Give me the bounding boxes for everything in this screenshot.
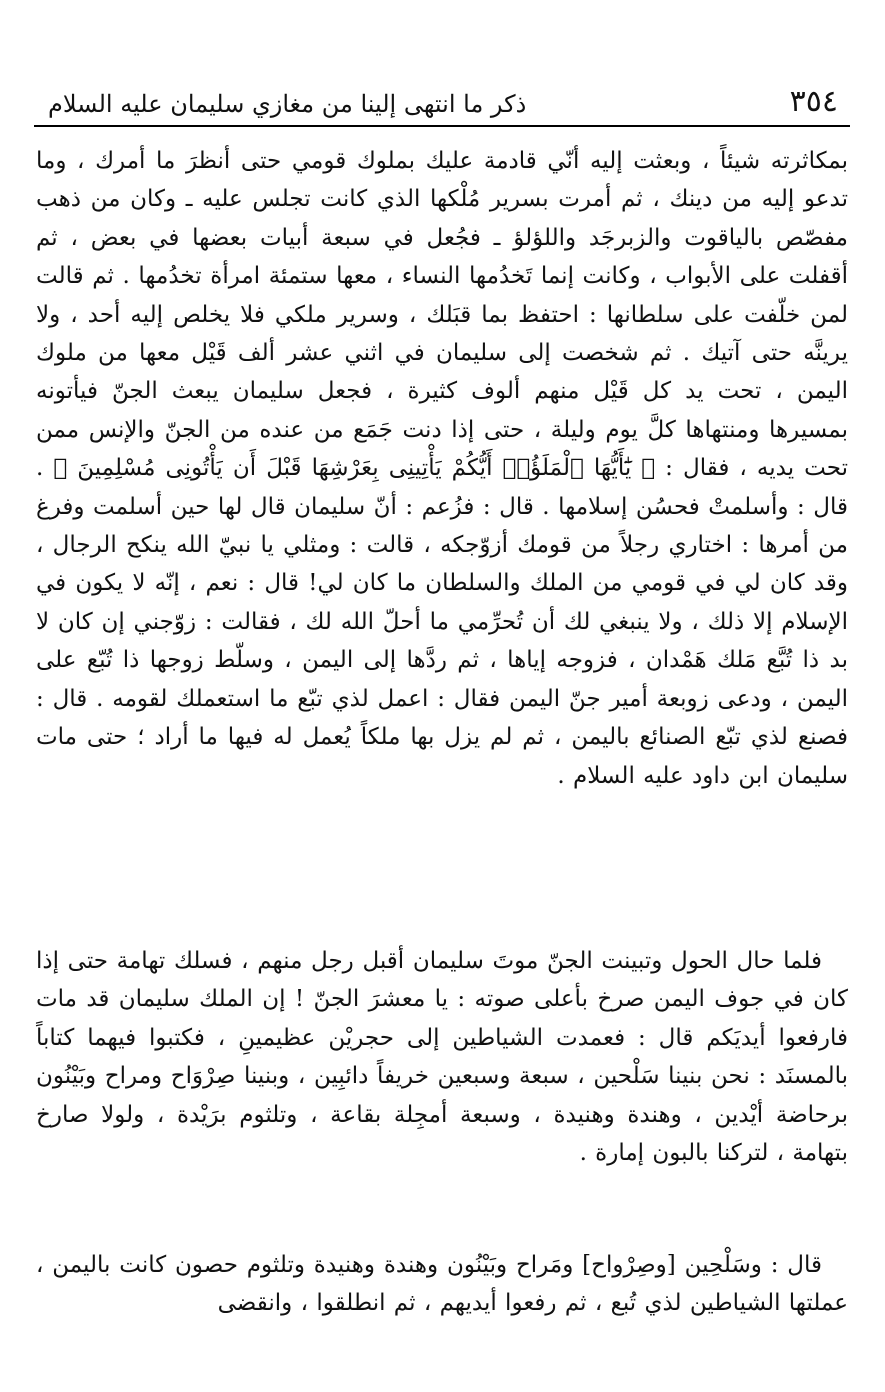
paragraph-1: بمكاثرته شيئاً ، وبعثت إليه أنّي قادمة عليك بملوك قومي حتى أنظرَ ما أمرك ، وما تدعو إليه من دينك ، ثم أمرت بسرير مُلْكها الذي كانت تجلس عليه ـ وكان من ذهب مفصّص بالياقوت والزبرجَد واللؤلؤ ـ فجُعل في سبعة أبيات بعضها في بعض ، ثم أقفلت على الأبواب ، وكانت إنما تَخدُمها النساء ، معها ستمئة امرأة تخدُمها . ثم قالت لمن خلّفت على سلطانها : احتفظ بما قبَلك ، وسرير ملكي فلا يخلص إليه أحد ، ولا يرينَّه حتى آتيك . ثم شخصت إلى سليمان في اثني عشر ألف قَيْل معها من ملوك اليمن ، تحت يد كل قَيْل منهم ألوف كثيرة ، فجعل سليمان يبعث الجنّ فيأتونه بمسيرها ومنتهاها كلَّ يوم وليلة ، حتى إذا دنت جَمَع من عنده من الجنّ والإنس ممن تحت يديه ، فقال : ﴿ يَٰٓأَيُّهَا ٱلْمَلَؤُا۟ أَيُّكُمْ يَأْتِينِى بِعَرْشِهَا قَبْلَ أَن يَأْتُونِى مُسْلِمِينَ ﴾ . قال : وأسلمتْ فحسُن إسلامها . قال : فزُعم : أنّ سليمان قال لها حين أسلمت وفرغ من أمرها : اختاري رجلاً من قومك أزوّجكه ، قالت : ومثلي يا نبيّ الله ينكح الرجال ، وقد كان لي في قومي من الملك والسلطان ما كان لي! قال : نعم ، إنّه لا يكون في الإسلام إلا ذلك ، ولا ينبغي لك أن تُحرِّمي ما أحلّ الله لك ، فقالت : زوّجني إن كان لا بد ذا تُبَّع مَلك هَمْدان ، فزوجه إياها ، ثم ردَّها إلى اليمن ، وسلّط زوجها ذا تُبّع على اليمن ، ودعى زوبعة أمير جنّ اليمن فقال : اعمل لذي تبّع ما استعملك لقومه . قال : فصنع لذي تبّع الصنائع باليمن ، ثم لم يزل بها ملكاً يُعمل له فيها ما أراد ؛ حتى مات سليمان ابن داود عليه السلام . — [36, 148, 848, 789]
header-rule — [34, 125, 850, 127]
page-header — [30, 84, 850, 124]
paragraph-2: فلما حال الحول وتبينت الجنّ موتَ سليمان أقبل رجل منهم ، فسلك تهامة حتى إذا كان في جوف اليمن صرخ بأعلى صوته : يا معشرَ الجنّ ! إن الملك سليمان قد مات فارفعوا أيديَكم قال : فعمدت الشياطين إلى حجريْن عظيمينِ ، فكتبوا فيهما كتاباً بالمسنَد : نحن بنينا سَلْحين ، سبعة وسبعين خريفاً دائبِين ، وبنينا صِرْوَاح ومراح وبَيْنُون برحاضة أيْدين ، وهندة وهنيدة ، وسبعة أمجِلة بقاعة ، وتلثوم برَيْدة ، ولولا صارخ بتهامة ، لتركنا بالبون إمارة . — [36, 948, 848, 1167]
page-number: ٣٥٤ — [789, 84, 838, 119]
paragraph-3: قال : وسَلْحِين [وصِرْواح] ومَراح وبَيْنُون وهندة وهنيدة وتلثوم حصون كانت باليمن ، عملتها الشياطين لذي تُبع ، ثم رفعوا أيديهم ، ثم انطلقوا ، وانقضى — [36, 1252, 848, 1317]
running-title: ذكر ما انتهى إلينا من مغازي سليمان عليه السلام — [48, 90, 527, 118]
